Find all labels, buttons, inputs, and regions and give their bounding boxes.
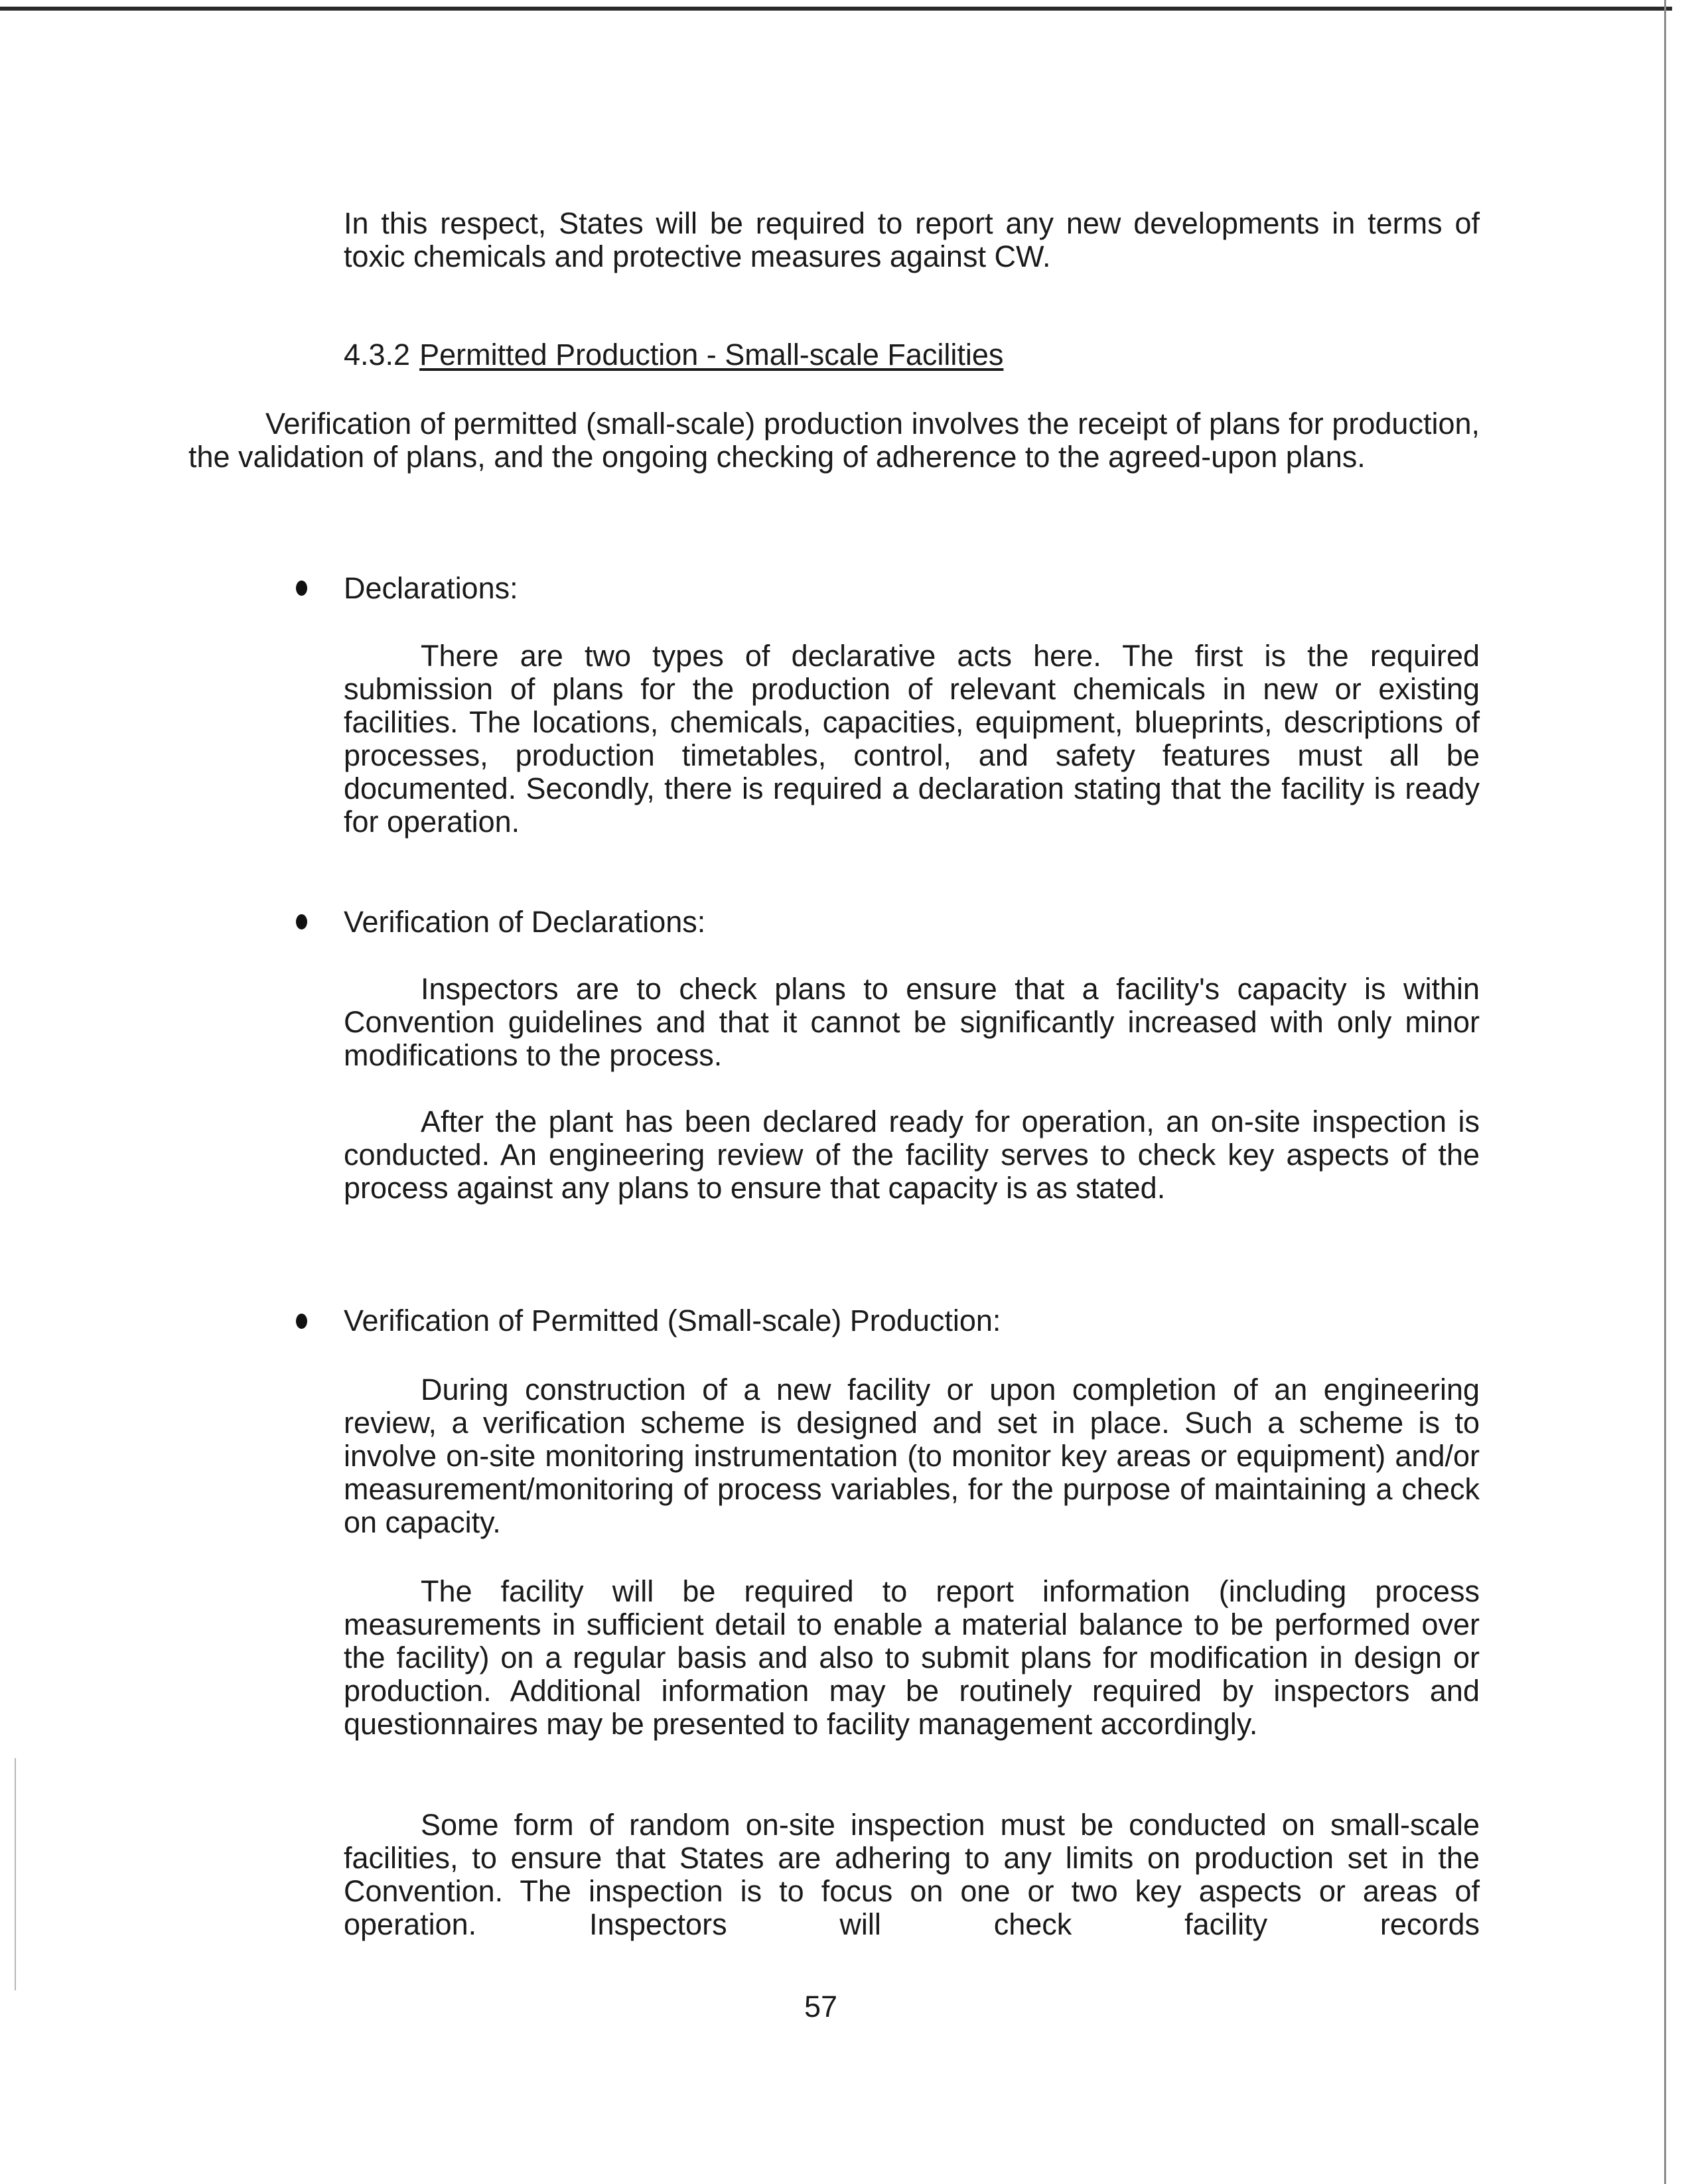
verification-declarations-paragraph-1: Inspectors are to check plans to ensure that a facility's capacity is within Convention guidelines and that it cannot be significantly increased with only minor modifications to the process. <box>344 972 1480 1072</box>
top-border-rule <box>0 7 1672 11</box>
bullet-heading-verification-of-production: Verification of Permitted (Small-scale) Production: <box>344 1304 1001 1337</box>
section-heading <box>344 338 1003 372</box>
verification-production-paragraph-2: The facility will be required to report information (including process measurements in sufficient detail to enable a material balance to be performed over the facility) on a regular basis and also to submit plans for modification in design or production. Additional information may be routinely required by inspectors and questionnaires may be presented to facility management accordingly. <box>344 1574 1480 1741</box>
verification-declarations-paragraph-2: After the plant has been declared ready for operation, an on-site inspection is conducted. An engineering review of the facility serves to check key aspects of the process against any plans to ensure that capacity is as stated. <box>344 1105 1480 1205</box>
verification-production-paragraph-3: Some form of random on-site inspection must be conducted on small-scale facilities, to ensure that States are adhering to any limits on production set in the Convention. The inspection is to focus on one or two key aspects or areas of operation. Inspectors will check facility records <box>344 1808 1480 1941</box>
left-scan-edge <box>15 1758 16 1990</box>
page-number: 57 <box>804 1990 838 2023</box>
section-number: 4.3.2 <box>344 338 411 372</box>
intro-paragraph: In this respect, States will be required to report any new developments in terms of toxic chemicals and protective measures against CW. <box>344 206 1480 273</box>
bullet-point <box>296 914 307 929</box>
bullet-point <box>296 1314 307 1329</box>
declarations-paragraph: There are two types of declarative acts here. The first is the required submission of plans for the production of relevant chemicals in new or existing facilities. The locations, chemicals, capacities, equipment, blueprints, descriptions of processes, production timetables, control, and safety features must all be documented. Secondly, there is required a declaration stating that the facility is ready for operation. <box>344 639 1480 839</box>
right-scan-edge <box>1664 0 1666 2184</box>
verification-production-paragraph-1: During construction of a new facility or upon completion of an engineering review, a verification scheme is designed and set in place. Such a scheme is to involve on-site monitoring instrumentation (to monitor key areas or equipment) and/or measurement/monitoring of process variables, for the purpose of maintaining a check on capacity. <box>344 1373 1480 1539</box>
bullet-point <box>296 580 307 596</box>
section-title: Permitted Production - Small-scale Facilities <box>419 338 1004 372</box>
bullet-heading-verification-of-declarations: Verification of Declarations: <box>344 905 706 939</box>
lead-paragraph: Verification of permitted (small-scale) production involves the receipt of plans for production, the validation of plans, and the ongoing checking of adherence to the agreed-upon plans. <box>188 407 1480 474</box>
bullet-heading-declarations: Declarations: <box>344 571 518 605</box>
